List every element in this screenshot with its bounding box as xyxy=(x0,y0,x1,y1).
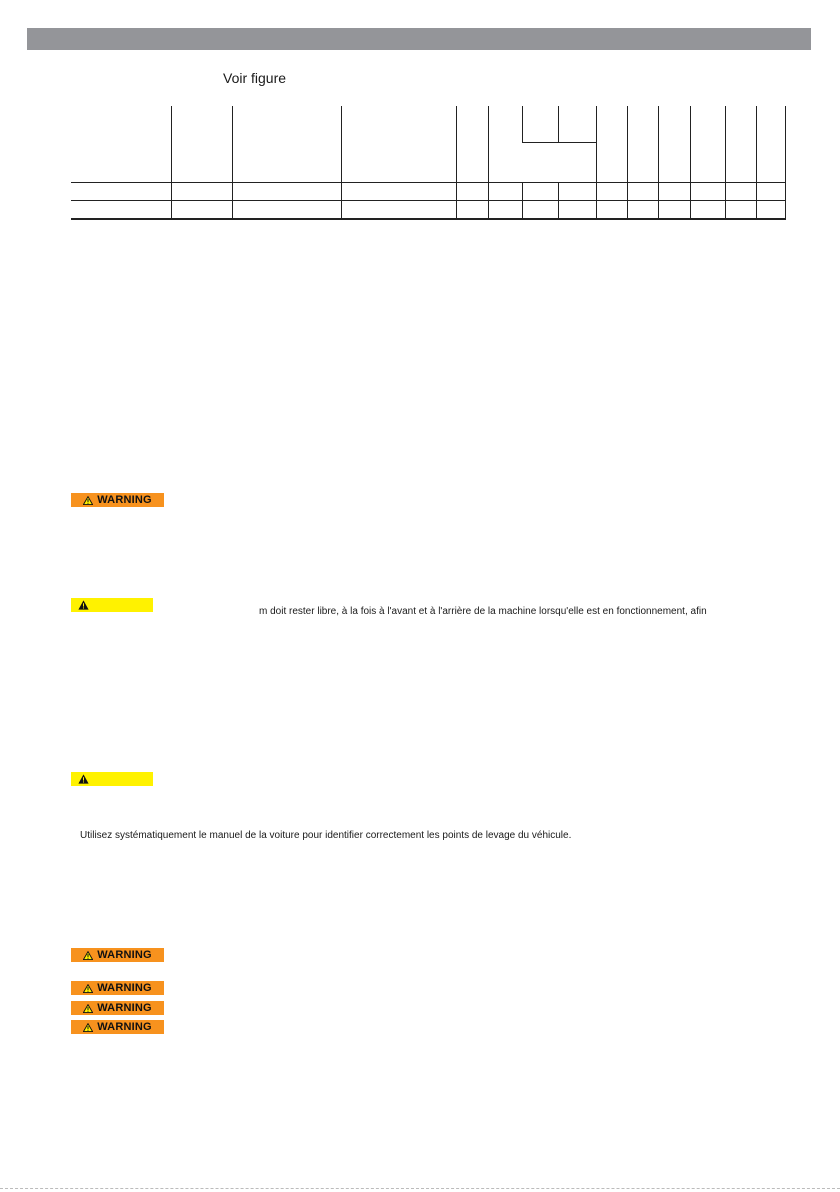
table-cell xyxy=(488,201,522,220)
table-header-cell xyxy=(690,106,725,183)
table-cell xyxy=(658,183,690,201)
page-bottom-divider xyxy=(0,1188,840,1189)
table-cell xyxy=(522,201,558,220)
table-row xyxy=(71,201,785,220)
table-header-cell xyxy=(341,106,456,183)
table-cell xyxy=(558,201,596,220)
table-header-cell xyxy=(522,106,558,143)
warning-triangle-icon xyxy=(83,496,93,505)
warning-triangle-icon xyxy=(78,774,89,784)
table-cell xyxy=(456,201,488,220)
table-cell xyxy=(171,201,232,220)
table-cell xyxy=(690,201,725,220)
table-header-cell xyxy=(725,106,756,183)
warning-triangle-icon xyxy=(83,1004,93,1013)
table-header-cell xyxy=(558,106,596,143)
table-header-cell xyxy=(596,106,627,183)
warning-triangle-icon xyxy=(83,984,93,993)
table-cell xyxy=(596,201,627,220)
page-header-bar xyxy=(27,28,811,50)
warning-badge xyxy=(71,948,164,962)
table-cell xyxy=(232,183,341,201)
table-header-cell xyxy=(627,106,658,183)
table-cell xyxy=(456,183,488,201)
table-cell xyxy=(171,183,232,201)
warning-badge xyxy=(71,493,164,507)
table-cell xyxy=(522,183,558,201)
table-header-cell xyxy=(488,106,522,183)
table-cell xyxy=(596,183,627,201)
figure-reference: Voir figure xyxy=(223,70,287,86)
lift-points-note: Utilisez systématiquement le manuel de la voiture pour identifier correctement les points de levage du véhicule. xyxy=(80,830,572,841)
warning-triangle-icon xyxy=(83,1023,93,1032)
warning-badge-label: WARNING xyxy=(97,1002,152,1014)
table-header-cell xyxy=(171,106,232,183)
warning-triangle-icon xyxy=(78,600,89,610)
table-header-row xyxy=(71,106,785,143)
table-cell xyxy=(690,183,725,201)
clearance-note: m doit rester libre, à la fois à l'avant et à l'arrière de la machine lorsqu'elle est en fonctionnement, afin xyxy=(259,606,707,617)
table-cell xyxy=(658,201,690,220)
table-cell xyxy=(725,201,756,220)
table-cell xyxy=(232,201,341,220)
table-row xyxy=(71,183,785,201)
table-header-cell xyxy=(71,106,171,183)
caution-badge xyxy=(71,598,153,612)
table-header-cell xyxy=(756,106,785,183)
table-header-cell xyxy=(232,106,341,183)
table-cell xyxy=(341,183,456,201)
table-cell xyxy=(756,201,785,220)
table-cell xyxy=(488,183,522,201)
caution-badge xyxy=(71,772,153,786)
table-cell xyxy=(627,201,658,220)
spec-table xyxy=(71,106,786,220)
table-cell xyxy=(627,183,658,201)
table-cell xyxy=(71,201,171,220)
table-header-cell xyxy=(456,106,488,183)
table-cell xyxy=(756,183,785,201)
warning-badge xyxy=(71,1020,164,1034)
table-header-group-cell xyxy=(522,143,596,183)
warning-triangle-icon xyxy=(83,951,93,960)
warning-badge-label: WARNING xyxy=(97,949,152,961)
table-cell xyxy=(725,183,756,201)
table-cell xyxy=(71,183,171,201)
table-cell xyxy=(558,183,596,201)
table-cell xyxy=(341,201,456,220)
warning-badge-label: WARNING xyxy=(97,982,152,994)
warning-badge xyxy=(71,1001,164,1015)
warning-badge xyxy=(71,981,164,995)
warning-badge-label: WARNING xyxy=(97,494,152,506)
table-header-cell xyxy=(658,106,690,183)
warning-badge-label: WARNING xyxy=(97,1021,152,1033)
